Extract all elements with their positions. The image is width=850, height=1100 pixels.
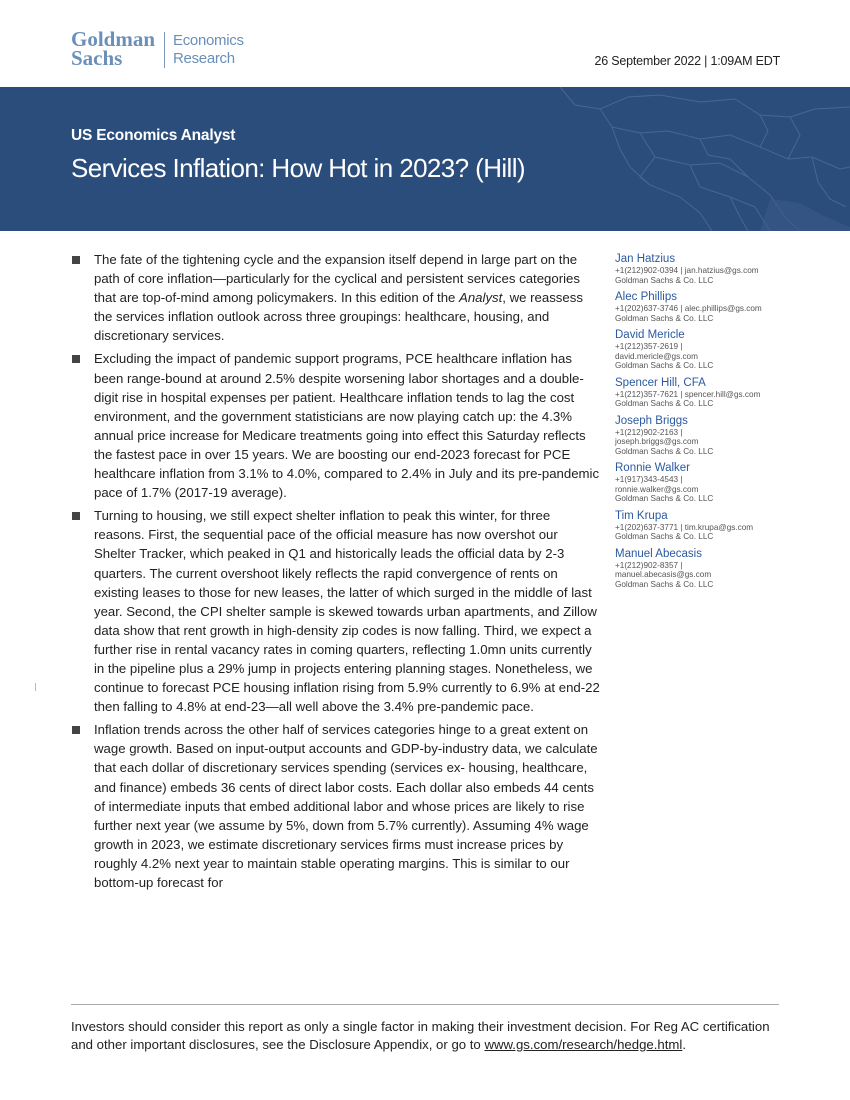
author-entry: David Mericle +1(212)357-2619 | david.mericle@gs.com Goldman Sachs & Co. LLC (615, 329, 790, 371)
bullet-text: Turning to housing, we still expect shelter inflation to peak this winter, for three reasons. First, the sequential pace of the official measure has now overshot our Shelter Tracker, which peaked in Q1 and historically leads the official data by 2-3 quarters. The current overshoot likely reflects the rapid convergence of rents on existing leases to those for new leases, the latter of which surged in the middle of last year. Second, the CPI shelter sample is skewed towards urban apartments, and Zillow data show that rent growth in high-density zip codes is now falling. Third, we expect a further rise in rental vacancy rates in coming quarters, reflecting 1.0mn units currently in the pipeline plus a 29% jump in projects entering planning stages. Nonetheless, we continue to forecast PCE housing inflation rising from 5.9% currently to 6.9% at end-22 then falling to 4.8% at end-23—all well above the 3.4% pre-pandemic pace. (94, 508, 600, 715)
author-entry: Joseph Briggs +1(212)902-2163 | joseph.briggs@gs.com Goldman Sachs & Co. LLC (615, 415, 790, 457)
logo-wordmark: Goldman Sachs (71, 27, 156, 70)
square-bullet-icon (72, 726, 80, 734)
square-bullet-icon (72, 355, 80, 363)
author-name[interactable]: Tim Krupa (615, 509, 668, 522)
author-name[interactable]: Manuel Abecasis (615, 547, 702, 560)
footer-divider (71, 1004, 779, 1005)
author-entry: Ronnie Walker +1(917)343-4543 | ronnie.walker@gs.com Goldman Sachs & Co. LLC (615, 462, 790, 504)
bullet-item (71, 506, 601, 716)
bullet-text: Excluding the impact of pandemic support programs, PCE healthcare inflation has been range-bound at around 2.5% despite worsening labor shortages and a double-digit rise in hospital expenses per patient. Healthcare inflation tends to lag the cost environment, and the government statisticians are now playing catch up: the 4.3% annual price increase for Medicare treatments going into effect this Saturday reflects the fastest pace in over 15 years. We are boosting our end-2023 forecast for PCE healthcare inflation from 3.1% to 4.0%, compared to 2.4% in July and its pre-pandemic pace of 1.7% (2017-19 average). (94, 351, 600, 501)
disclosure-footer: Investors should consider this report as only a single factor in making their investment decision. For Reg AC certification and other important disclosures, see the Disclosure Appendix, or go to www.gs.com/research/hedge.html. (71, 1019, 770, 1052)
margin-mark (35, 683, 36, 691)
bullet-text: Inflation trends across the other half of services categories hinge to a great extent on wage growth. Based on input-output accounts and GDP-by-industry data, we calculate that each dollar of discretionary services spending (services ex- housing, healthcare, and finance) embeds 36 cents of direct labor costs. Each dollar also embeds 44 cents of intermediate inputs that embed additional labor and whose prices are likely to rise further next year (we assume by 5%, down from 5.7% currently). Assuming 4% wage growth in 2023, we estimate discretionary services firms must increase prices by roughly 4.2% next year to maintain stable operating margins. This is similar to our bottom-up forecast for (94, 722, 598, 890)
author-name[interactable]: Jan Hatzius (615, 253, 676, 265)
publication-date: 26 September 2022 | 1:09AM EDT (594, 54, 780, 68)
author-entry: Alec Phillips +1(202)637-3746 | alec.phillips@gs.com Goldman Sachs & Co. LLC (615, 291, 790, 323)
page-header (0, 0, 850, 87)
title-banner (0, 87, 850, 231)
bullet-item (71, 349, 601, 502)
author-name[interactable]: Ronnie Walker (615, 462, 690, 474)
report-title: Services Inflation: How Hot in 2023? (Hill) (71, 153, 525, 183)
author-entry: Tim Krupa +1(202)637-3771 | tim.krupa@gs.com Goldman Sachs & Co. LLC (615, 510, 790, 542)
square-bullet-icon (72, 256, 80, 264)
disclosure-link[interactable]: www.gs.com/research/hedge.html (484, 1036, 683, 1052)
bullet-text: The fate of the tightening cycle and the expansion itself depend in large part on the path of core inflation—particularly for the cyclical and persistent services categories that are top-of-mind among policymakers. In this edition of the Analyst, we reassess the services inflation outlook across three groupings: healthcare, housing, and discretionary services. (94, 252, 583, 344)
author-name[interactable]: Spencer Hill, CFA (615, 376, 706, 389)
author-entry: Manuel Abecasis +1(212)902-8357 | manuel.abecasis@gs.com Goldman Sachs & Co. LLC (615, 548, 790, 590)
author-entry: Spencer Hill, CFA +1(212)357-7621 | spencer.hill@gs.com Goldman Sachs & Co. LLC (615, 377, 790, 409)
author-name[interactable]: David Mericle (615, 329, 685, 341)
report-series: US Economics Analyst (71, 127, 236, 144)
division-name: Economics Research (173, 32, 244, 67)
author-name[interactable]: Alec Phillips (615, 291, 677, 303)
summary-bullets (71, 250, 601, 896)
author-list (615, 253, 790, 595)
square-bullet-icon (72, 512, 80, 520)
bullet-item (71, 250, 601, 345)
author-name[interactable]: Joseph Briggs (615, 414, 688, 427)
logo-divider (164, 32, 165, 68)
bullet-item (71, 720, 601, 892)
author-entry: Jan Hatzius +1(212)902-0394 | jan.hatzius@gs.com Goldman Sachs & Co. LLC (615, 253, 790, 285)
